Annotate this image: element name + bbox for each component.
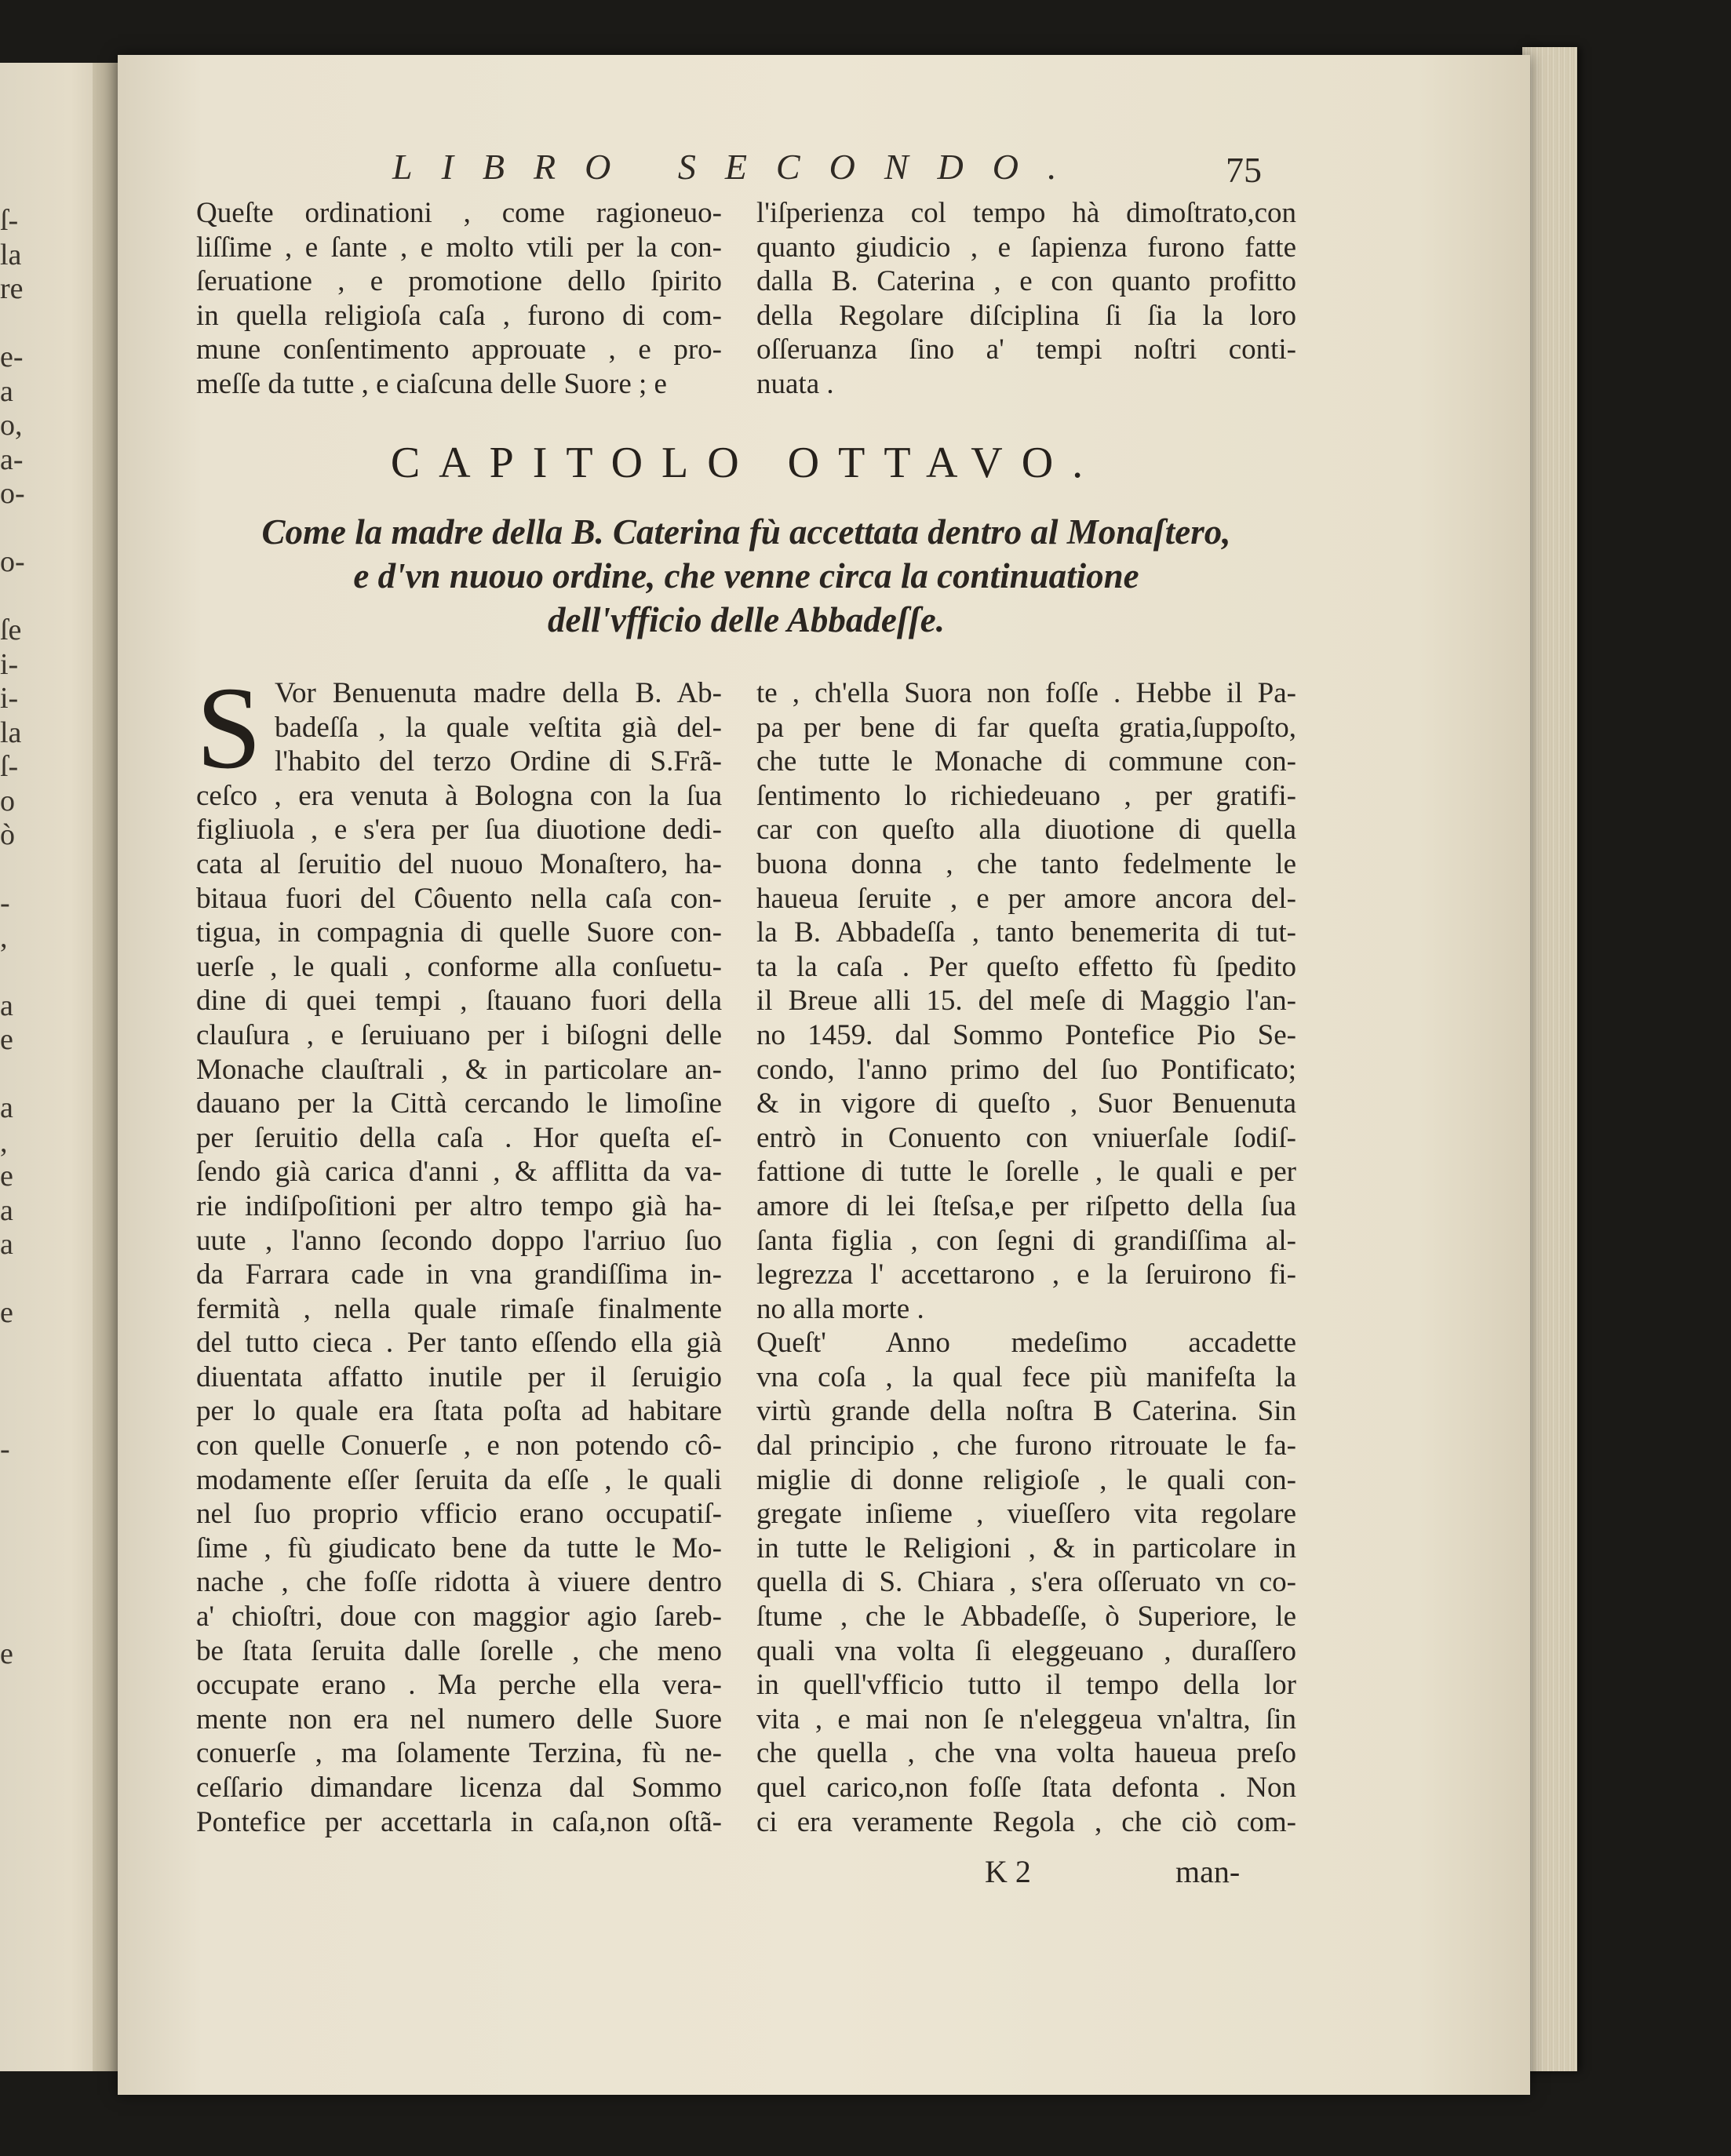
text-line: l'habito del terzo Ordine di S.Frã- <box>275 745 722 778</box>
text-line: per ſeruitio della caſa . Hor queſta eſ- <box>196 1121 722 1154</box>
text-line: quali vna volta ſi eleggeuano , duraſſero <box>756 1634 1296 1667</box>
text-line: rie indiſpoſitioni per altro tempo già ha- <box>196 1189 722 1222</box>
text-line: haueua ſeruite , e per amore ancora del- <box>756 882 1296 915</box>
text-line: il Breue alli 15. del meſe di Maggio l'an- <box>756 985 1296 1018</box>
left-fragment <box>0 512 47 546</box>
text-line: ſime , fù giudicato bene da tutte le Mo- <box>196 1531 722 1564</box>
left-fragment: e <box>0 1160 13 1193</box>
text-line: dalla B. Caterina , e con quanto profitto <box>756 265 1296 298</box>
left-fragment: a <box>0 1193 13 1227</box>
text-line: quel carico,non foſſe ſtata defonta . Non <box>756 1772 1296 1804</box>
text-line: in tutte le Religioni , & in particolare in <box>756 1531 1296 1564</box>
left-fragment <box>0 955 47 989</box>
text-line: ceſco , era venuta à Bologna con la ſua <box>196 779 722 812</box>
text-line: fermità , nella quale rimaſe finalmente <box>196 1292 722 1325</box>
left-fragment: , <box>0 920 8 954</box>
left-fragment: - <box>0 887 10 920</box>
left-fragment <box>0 1058 47 1092</box>
left-page-text-fragments <box>0 204 47 1877</box>
left-fragment: ò <box>0 818 15 851</box>
left-fragment: , <box>0 1125 8 1159</box>
left-fragment: la <box>0 238 22 271</box>
text-line: Queſt' Anno medeſimo accadette <box>756 1327 1296 1360</box>
text-line: quella di S. Chiara , s'era oſſeruato vn co- <box>756 1566 1296 1599</box>
subtitle-line: e d'vn nuouo ordine, che venne circa la continuatione <box>353 556 1139 595</box>
left-fragment <box>0 1364 47 1399</box>
text-line: dauano per la Città cercando le limoſine <box>196 1087 722 1120</box>
left-fragment: i- <box>0 647 19 681</box>
left-fragment: e- <box>0 341 24 373</box>
text-line: meſſe da tutte , e ciaſcuna delle Suore ; e <box>196 367 667 400</box>
left-fragment <box>0 1467 47 1502</box>
left-fragment: - <box>0 1433 10 1466</box>
text-line: ci era veramente Regola , che ciò com- <box>756 1805 1296 1838</box>
text-line: liſſime , e ſante , e molto vtili per la con- <box>196 231 722 264</box>
text-line: nel ſuo proprio vfficio erano occupatiſ- <box>196 1498 722 1531</box>
text-line: virtù grande della noſtra B Caterina. Sin <box>756 1395 1296 1428</box>
text-line: che tutte le Monache di commune con- <box>756 745 1296 778</box>
top-right-column <box>756 196 1296 402</box>
text-line: conuerſe , ma ſolamente Terzina, fù ne- <box>196 1737 722 1770</box>
text-line: per lo quale era ſtata poſta ad habitare <box>196 1395 722 1428</box>
left-fragment: o <box>0 784 15 818</box>
text-line: quanto giudicio , e ſapienza furono fatte <box>756 231 1296 264</box>
text-line: clauſura , e ſeruiuano per i biſogni delle <box>196 1018 722 1051</box>
text-line: modamente eſſer ſeruita da eſſe , le quali <box>196 1463 722 1496</box>
text-line: ceſſario dimandare licenza dal Sommo <box>196 1772 722 1804</box>
text-line: tigua, in compagnia di quelle Suore con- <box>196 916 722 949</box>
left-fragment <box>0 1569 47 1604</box>
text-line: ſanta figlia , con ſegni di grandiſſima al- <box>756 1224 1296 1257</box>
left-fragment: ſ- <box>0 204 19 237</box>
subtitle-line: dell'vfficio delle Abbadeſſe. <box>547 600 946 639</box>
left-fragment: a- <box>0 442 24 476</box>
text-line: con quelle Conuerſe , e non potendo cô- <box>196 1429 722 1462</box>
text-line: be ſtata ſeruita dalle ſorelle , che meno <box>196 1634 722 1667</box>
text-line: diuentata affatto inutile per il ſeruigio <box>196 1360 722 1393</box>
left-fragment: i- <box>0 682 19 715</box>
text-line: no 1459. dal Sommo Pontefice Pio Se- <box>756 1018 1296 1051</box>
left-fragment <box>0 1501 47 1535</box>
chapter-title: CAPITOLO OTTAVO. <box>390 439 1102 487</box>
left-fragment: e <box>0 1023 13 1056</box>
text-line: nache , che foſſe ridotta à viuere dentro <box>196 1566 722 1599</box>
left-fragment <box>0 1262 47 1297</box>
left-fragment <box>0 307 47 341</box>
left-fragment <box>0 1535 47 1570</box>
left-fragment: e <box>0 1296 13 1329</box>
signature-mark: K 2 <box>985 1854 1031 1889</box>
text-line: condo, l'anno primo del ſuo Pontificato; <box>756 1053 1296 1086</box>
text-line: Pontefice per accettarla in caſa,non oſtã- <box>196 1805 722 1838</box>
body-left-column <box>196 676 722 1839</box>
text-line: amore di lei ſteſsa,e per riſpetto della ſua <box>756 1189 1296 1222</box>
left-fragment: re <box>0 272 24 305</box>
left-fragment: a <box>0 1091 13 1124</box>
page-edges <box>1522 47 1577 2071</box>
text-line: cata al ſeruitio del nuouo Monaſtero, ha- <box>196 847 722 880</box>
text-line: dal principio , che furono ritrouate le fa- <box>756 1429 1296 1462</box>
left-fragment: a <box>0 1228 13 1261</box>
left-fragment: a <box>0 989 13 1022</box>
text-line: l'iſperienza col tempo hà dimoſtrato,con <box>756 197 1296 229</box>
text-line: figliuola , e s'era per ſua diuotione dedi- <box>196 814 722 847</box>
left-fragment <box>0 1399 47 1433</box>
page-number: 75 <box>1226 150 1262 190</box>
text-line: bitaua fuori del Côuento nella caſa con- <box>196 882 722 915</box>
left-fragment <box>0 1808 47 1843</box>
left-fragment: o- <box>0 545 25 578</box>
text-line: in quella religioſa caſa , furono di com- <box>196 299 722 332</box>
text-line: uute , l'anno ſecondo doppo l'arriuo ſuo <box>196 1224 722 1257</box>
left-fragment <box>0 1740 47 1775</box>
left-fragment: o, <box>0 409 23 442</box>
text-line: della Regolare diſciplina ſi ſia la loro <box>756 299 1296 332</box>
left-fragment <box>0 1331 47 1365</box>
text-line: dine di quei tempi , ſtauano fuori della <box>196 985 722 1018</box>
text-line: miglie di donne religioſe , le quali con- <box>756 1463 1296 1496</box>
text-line: te , ch'ella Suora non foſſe . Hebbe il Pa- <box>756 677 1296 709</box>
text-line: fattione di tutte le ſorelle , le quali e per <box>756 1156 1296 1189</box>
text-line: & in vigore di queſto , Suor Benuenuta <box>756 1087 1296 1120</box>
text-line: la B. Abbadeſſa , tanto benemerita di tut- <box>756 916 1296 949</box>
left-fragment <box>0 580 47 614</box>
left-fragment: e <box>0 1637 13 1670</box>
text-line: badeſſa , la quale veſtita già del- <box>275 711 722 744</box>
text-line: ſeruatione , e promotione dello ſpirito <box>196 265 722 298</box>
text-line: del tutto cieca . Per tanto eſſendo ella già <box>196 1327 722 1360</box>
left-fragment: o- <box>0 477 25 510</box>
text-line: da Farrara cade in vna grandiſſima in- <box>196 1258 722 1291</box>
text-line: oſſeruanza ſino a' tempi noſtri conti- <box>756 333 1296 366</box>
chapter-subtitle <box>196 510 1296 642</box>
left-fragment: ſ- <box>0 750 19 783</box>
text-line: mune conſentimento approuate , e pro- <box>196 333 722 366</box>
running-head: LIBRO SECONDO. <box>392 147 1086 187</box>
text-line: entrò in Conuento con vniuerſale ſodiſ- <box>756 1121 1296 1154</box>
text-line: in quell'vfficio tutto il tempo della lor <box>756 1669 1296 1702</box>
left-fragment: a <box>0 374 13 408</box>
text-line: ſendo già carica d'anni , & afflitta da va- <box>196 1156 722 1189</box>
body-right-column <box>756 676 1296 1839</box>
text-line: che quella , che vna volta haueua preſo <box>756 1737 1296 1770</box>
text-line: occupate erano . Ma perche ella vera- <box>196 1669 722 1702</box>
text-line: ſtume , che le Abbadeſſe, ò Superiore, le <box>756 1601 1296 1633</box>
text-line: nuata . <box>756 367 834 400</box>
text-line: legrezza l' accettarono , e la ſeruirono fi- <box>756 1258 1296 1291</box>
left-fragment <box>0 1774 47 1808</box>
text-line: a' chioſtri, doue con maggior agio ſareb- <box>196 1601 722 1633</box>
left-fragment <box>0 1672 47 1706</box>
text-line: Vor Benuenuta madre della B. Ab- <box>275 677 722 709</box>
left-fragment <box>0 1842 47 1877</box>
left-fragment <box>0 853 47 887</box>
text-line: buona donna , che tanto fedelmente le <box>756 847 1296 880</box>
text-line: no alla morte . <box>756 1292 924 1325</box>
text-line: gregate inſieme , viueſſero vita regolare <box>756 1498 1296 1531</box>
text-line: car con queſto alla diuotione di quella <box>756 814 1296 847</box>
text-line: Queſte ordinationi , come ragioneuo- <box>196 197 722 229</box>
text-line: vna coſa , la qual fece più manifeſta la <box>756 1360 1296 1393</box>
text-line: Monache clauſtrali , & in particolare an- <box>196 1053 722 1086</box>
text-line: uerſe , le quali , conforme alla conſuetu- <box>196 950 722 983</box>
text-line: ta la caſa . Per queſto effetto fù ſpedito <box>756 950 1296 983</box>
drop-cap: S <box>196 663 262 793</box>
top-left-column <box>196 196 722 402</box>
text-line: vita , e mai non ſe n'eleggeua vn'altra, ſin <box>756 1703 1296 1735</box>
left-fragment <box>0 1604 47 1638</box>
text-line: ſentimento lo richiedeuano , per gratifi- <box>756 779 1296 812</box>
subtitle-line: Come la madre della B. Caterina fù accettata dentro al Monaſtero, <box>261 512 1231 552</box>
left-fragment: ſe <box>0 614 22 646</box>
text-line: pa per bene di far queſta gratia,ſuppoſto, <box>756 711 1296 744</box>
left-fragment <box>0 1706 47 1740</box>
text-line: mente non era nel numero delle Suore <box>196 1703 722 1735</box>
left-fragment: la <box>0 716 22 749</box>
catchword: man- <box>1175 1854 1241 1889</box>
